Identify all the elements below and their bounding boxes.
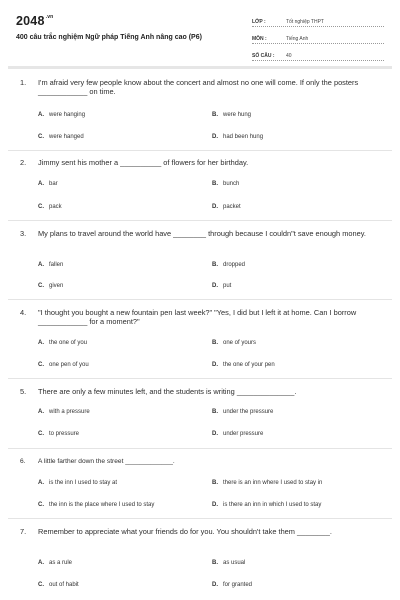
- option-text: packet: [223, 204, 241, 210]
- option-letter: A.: [38, 340, 44, 346]
- option-letter: D.: [212, 283, 218, 289]
- option-text: is there an inn in which I used to stay: [223, 502, 322, 508]
- option-text: there is an inn where I used to stay in: [223, 480, 323, 486]
- meta-value: Tốt nghiệp THPT: [286, 19, 324, 25]
- question-body: There are only a few minutes left, and the students is writing ______________.: [38, 387, 297, 396]
- question-number: 3.: [20, 229, 27, 238]
- question-number: 1.: [20, 78, 27, 87]
- meta-row-class: [252, 14, 384, 27]
- question-divider: [8, 378, 392, 379]
- question-number: 4.: [20, 308, 27, 317]
- question-number: 6.: [20, 458, 26, 465]
- option-text: under pressure: [223, 431, 264, 437]
- option-text: given: [49, 283, 64, 289]
- option-d[interactable]: [212, 431, 263, 437]
- option-text: the inn is the place where I used to stay: [49, 502, 155, 508]
- question-divider: [8, 299, 392, 300]
- option-text: were hanged: [49, 134, 84, 140]
- question-text: [22, 229, 382, 238]
- question-body: I'm afraid very few people know about the concert and almost no one will come. If only the posters ____________ on time.: [38, 78, 359, 96]
- option-letter: D.: [212, 134, 218, 140]
- option-a[interactable]: [38, 340, 87, 346]
- option-a[interactable]: [38, 112, 85, 118]
- option-b[interactable]: [212, 262, 245, 268]
- option-letter: D.: [212, 502, 218, 508]
- question-text: [22, 457, 382, 466]
- option-c[interactable]: [38, 134, 84, 140]
- meta-label: LỚP :: [252, 19, 266, 25]
- option-text: put: [223, 283, 232, 289]
- option-letter: B.: [212, 112, 218, 118]
- question-number: 7.: [20, 527, 27, 536]
- question-body: My plans to travel around the world have ________ through because I couldn"t save enough money.: [38, 229, 366, 238]
- site-logo[interactable]: [16, 14, 53, 28]
- option-letter: C.: [38, 502, 44, 508]
- option-text: for granted: [223, 582, 253, 588]
- option-text: had been hung: [223, 134, 264, 140]
- option-letter: B.: [212, 181, 218, 187]
- option-text: to pressure: [49, 431, 80, 437]
- option-letter: C.: [38, 204, 44, 210]
- question-divider: [8, 150, 392, 151]
- option-text: pack: [49, 204, 62, 210]
- question-number: 5.: [20, 387, 27, 396]
- option-letter: B.: [212, 480, 218, 486]
- question-text: [22, 158, 382, 167]
- meta-label: SỐ CÂU :: [252, 53, 275, 59]
- option-a[interactable]: [38, 560, 72, 566]
- header-divider: [8, 66, 392, 69]
- option-b[interactable]: [212, 480, 322, 486]
- meta-value: Tiếng Anh: [286, 36, 309, 42]
- option-a[interactable]: [38, 480, 117, 486]
- meta-row-count: [252, 48, 384, 61]
- option-c[interactable]: [38, 204, 62, 210]
- option-text: as usual: [223, 560, 246, 566]
- option-letter: B.: [212, 262, 218, 268]
- option-text: as a rule: [49, 560, 73, 566]
- option-text: bunch: [223, 181, 240, 187]
- option-d[interactable]: [212, 204, 241, 210]
- option-letter: D.: [212, 362, 218, 368]
- option-letter: A.: [38, 409, 44, 415]
- option-a[interactable]: [38, 262, 63, 268]
- option-b[interactable]: [212, 560, 245, 566]
- question-number: 2.: [20, 158, 27, 167]
- option-text: were hung: [223, 112, 252, 118]
- option-text: bar: [49, 181, 58, 187]
- option-d[interactable]: [212, 134, 263, 140]
- option-letter: B.: [212, 340, 218, 346]
- option-letter: A.: [38, 112, 44, 118]
- option-d[interactable]: [212, 362, 275, 368]
- logo-suffix: .vn: [45, 14, 54, 20]
- question-text: [22, 308, 382, 326]
- question-divider: [8, 448, 392, 449]
- option-text: the one of you: [49, 340, 88, 346]
- option-letter: D.: [212, 431, 218, 437]
- meta-value: 40: [286, 53, 292, 59]
- question-divider: [8, 220, 392, 221]
- question-body: A little farther down the street _____________.: [38, 458, 175, 465]
- logo-text: 2048: [16, 14, 45, 28]
- option-letter: C.: [38, 283, 44, 289]
- question-text: [22, 387, 382, 396]
- option-text: with a pressure: [49, 409, 90, 415]
- option-c[interactable]: [38, 502, 154, 508]
- question-body: "I thought you bought a new fountain pen last week?" "Yes, I did but I left it at home. Can I borrow ____________ for a moment?": [38, 308, 357, 326]
- option-letter: A.: [38, 181, 44, 187]
- page-title: 400 câu trắc nghiệm Ngữ pháp Tiếng Anh nâng cao (P6): [16, 34, 202, 41]
- option-letter: B.: [212, 409, 218, 415]
- option-letter: C.: [38, 582, 44, 588]
- option-text: dropped: [223, 262, 246, 268]
- option-text: fallen: [49, 262, 64, 268]
- option-letter: C.: [38, 362, 44, 368]
- option-text: the one of your pen: [223, 362, 275, 368]
- option-c[interactable]: [38, 431, 79, 437]
- option-text: under the pressure: [223, 409, 274, 415]
- option-letter: D.: [212, 204, 218, 210]
- option-letter: D.: [212, 582, 218, 588]
- option-text: one pen of you: [49, 362, 89, 368]
- option-text: one of yours: [223, 340, 257, 346]
- option-letter: C.: [38, 134, 44, 140]
- question-text: [22, 78, 382, 96]
- option-b[interactable]: [212, 409, 273, 415]
- option-d[interactable]: [212, 502, 321, 508]
- option-letter: A.: [38, 480, 44, 486]
- option-a[interactable]: [38, 409, 90, 415]
- question-body: Jimmy sent his mother a __________ of flowers for her birthday.: [38, 158, 249, 167]
- meta-label: MÔN :: [252, 36, 267, 42]
- option-letter: A.: [38, 560, 44, 566]
- option-c[interactable]: [38, 582, 79, 588]
- option-a[interactable]: [38, 181, 58, 187]
- meta-info: [252, 14, 384, 65]
- option-c[interactable]: [38, 362, 89, 368]
- question-divider: [8, 518, 392, 519]
- option-text: out of habit: [49, 582, 79, 588]
- option-letter: B.: [212, 560, 218, 566]
- option-d[interactable]: [212, 582, 252, 588]
- question-body: Remember to appreciate what your friends do for you. You shouldn't take them ________.: [38, 527, 332, 536]
- option-letter: C.: [38, 431, 44, 437]
- option-text: were hanging: [49, 112, 86, 118]
- option-b[interactable]: [212, 340, 256, 346]
- option-text: is the inn I used to stay at: [49, 480, 118, 486]
- option-c[interactable]: [38, 283, 63, 289]
- option-b[interactable]: [212, 181, 239, 187]
- option-d[interactable]: [212, 283, 231, 289]
- question-text: [22, 527, 382, 536]
- option-b[interactable]: [212, 112, 251, 118]
- meta-row-subject: [252, 31, 384, 44]
- option-letter: A.: [38, 262, 44, 268]
